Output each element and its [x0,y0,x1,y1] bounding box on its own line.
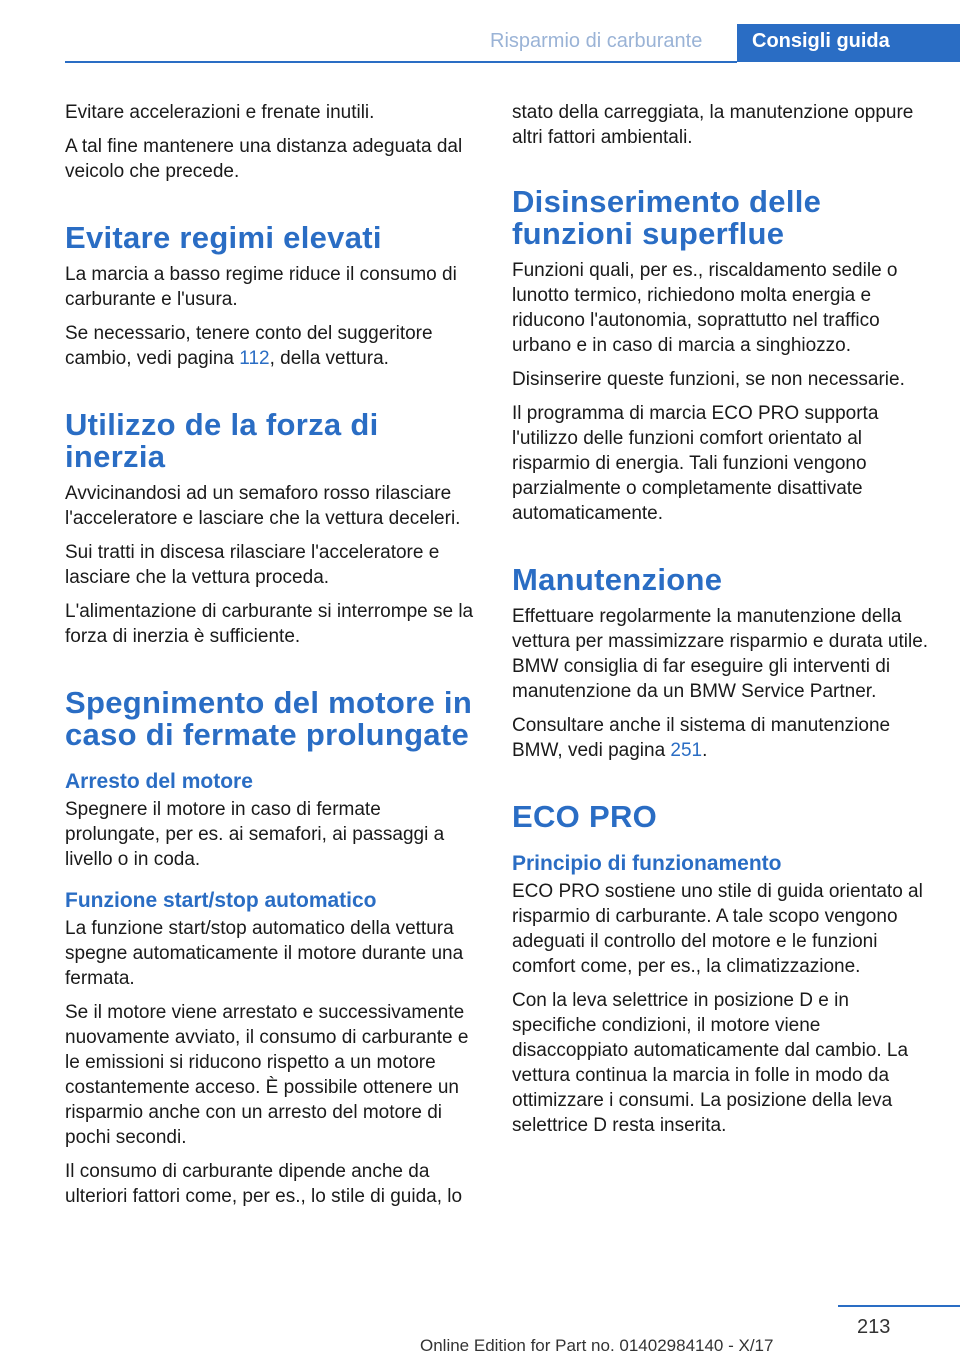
text: Se necessario, tenere conto del suggeritore cambio, vedi pagina [65,323,433,369]
page-link-251[interactable]: 251 [670,740,703,761]
paragraph: ECO PRO sostiene uno stile di guida orientato al risparmio di carburante. A tale scopo vengono adeguati il controllo del motore e le funzioni comfort come, per es., la climatizzazione. [512,881,923,977]
page-header [0,24,960,64]
paragraph: Sui tratti in discesa rilasciare l'acceleratore e lasciare che la vettura proceda. [65,542,440,588]
paragraph-with-link [65,321,481,371]
header-rule [65,61,737,63]
page-number: 213 [857,1316,891,1338]
page-link-112[interactable]: 112 [239,348,270,369]
paragraph-with-link [512,713,932,763]
paragraph: Il programma di marcia ECO PRO supporta l'utilizzo delle funzioni comfort orientato al risparmio di energia. Tali funzioni vengono parzialmente o completamente disattivate automaticamente. [512,403,879,524]
subheading-startstop: Funzione start/stop automatico [65,889,377,912]
paragraph: Il consumo di carburante dipende anche da ulteriori fattori come, per es., lo stile di guida, lo [65,1161,463,1207]
footer-rule [838,1305,960,1307]
section-title: Risparmio di carburante [490,30,703,52]
paragraph: Con la leva selettrice in posizione D e in specifiche condizioni, il motore viene disaccoppiato automaticamente dal cambio. La vettura continua la marcia in folle in modo da ottimizzare i consumi. La posizione della leva selettrice D resta inserita. [512,990,909,1136]
subheading-principio: Principio di funzionamento [512,852,782,875]
paragraph: Effettuare regolarmente la manutenzione della vettura per massimizzare risparmio e durata utile. BMW consiglia di far eseguire gli interventi di manutenzione da un BMW Service Partner. [512,606,929,702]
left-column [65,100,481,1218]
text: . [702,740,708,761]
paragraph: L'alimentazione di carburante si interrompe se la forza di inerzia è sufficiente. [65,601,474,647]
paragraph: Funzioni quali, per es., riscaldamento sedile o lunotto termico, richiedono molta energia e riducono l'autonomia, soprattutto nel traffico urbano e in caso di marcia a singhiozzo. [512,260,898,356]
text: , della vettura. [269,348,389,369]
heading-manutenzione: Manutenzione [512,562,723,597]
paragraph: A tal fine mantenere una distanza adeguata dal veicolo che precede. [65,136,463,182]
paragraph: La funzione start/stop automatico della vettura spegne automaticamente il motore durante una fermata. [65,918,464,989]
paragraph: Avvicinandosi ad un semaforo rosso rilasciare l'acceleratore e lasciare che la vettura deceleri. [65,483,461,529]
heading-spegnimento: Spegnimento del motore in caso di fermate prolungate [65,685,473,752]
heading-eco-pro: ECO PRO [512,799,658,834]
heading-disinserimento: Disinserimento delle funzioni superflue [512,184,822,251]
heading-regimi: Evitare regimi elevati [65,220,382,255]
chapter-tab: Consigli guida [737,24,960,62]
paragraph: Se il motore viene arrestato e successivamente nuovamente avviato, il consumo di carburante e le emissioni si riducono rispetto a un motore costantemente acceso. È possibile ottenere un risparmio anche con un arresto del motore di pochi secondi. [65,1002,469,1148]
right-column [512,100,932,1147]
paragraph: Evitare accelerazioni e frenate inutili. [65,102,375,123]
heading-inerzia: Utilizzo de la forza di inerzia [65,407,379,474]
paragraph: Spegnere il motore in caso di fermate prolungate, per es. ai semafori, ai passaggi a livello o in coda. [65,799,445,870]
paragraph: stato della carreggiata, la manutenzione oppure altri fattori ambientali. [512,102,914,148]
text: Consultare anche il sistema di manutenzione BMW, vedi pagina [512,715,891,761]
paragraph: La marcia a basso regime riduce il consumo di carburante e l'usura. [65,264,457,310]
subheading-arresto: Arresto del motore [65,770,253,793]
paragraph: Disinserire queste funzioni, se non necessarie. [512,369,905,390]
edition-line: Online Edition for Part no. 01402984140 - X/17 [420,1336,774,1355]
